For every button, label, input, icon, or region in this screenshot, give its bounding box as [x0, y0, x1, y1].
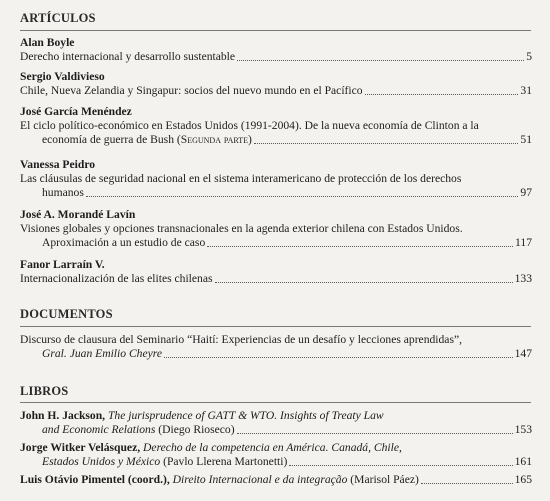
entry-title-line [20, 455, 532, 469]
leader-dots [237, 59, 524, 61]
entry-author: Vanessa Peidro [20, 158, 96, 171]
entry-page-number: 165 [514, 473, 532, 486]
entry-title-cont: and Economic Relations [42, 423, 156, 436]
entry-title-cont: economía de guerra de Bush [42, 133, 174, 146]
entry-title-line [20, 186, 532, 200]
entry-title-line [20, 473, 532, 487]
entry-title: Discurso de clausura del Seminario “Haití: Experiencias de un desafío y lecciones aprendidas”, [20, 333, 463, 346]
entry-title: Internacionalización de las elites chilenas [20, 272, 213, 285]
toc-entry [20, 409, 532, 437]
entry-title: El ciclo político-económico en Estados Unidos (1991-2004). De la nueva economía de Clinton a la [20, 119, 479, 132]
entry-title-suffix: (Segunda parte) [176, 133, 252, 146]
toc-entry [20, 473, 532, 487]
entry-page-number: 147 [514, 347, 532, 360]
entry-author: Jorge Witker Velásquez, [20, 441, 141, 454]
toc-entry [20, 208, 532, 250]
section-rule [20, 326, 531, 327]
entry-title: Visiones globales y opciones transnacionales en la agenda exterior chilena con Estados Unidos. [20, 222, 463, 235]
entry-author: Gral. Juan Emilio Cheyre [42, 347, 162, 360]
entry-page-number: 133 [514, 272, 532, 285]
leader-dots [86, 195, 519, 197]
toc-entry [20, 36, 532, 64]
entry-author: Luis Otávio Pimentel (coord.), [20, 473, 170, 486]
entry-title: Derecho internacional y desarrollo sustentable [20, 50, 236, 63]
entry-title-cont: humanos [42, 186, 84, 199]
toc-entry [20, 258, 532, 286]
entry-title: The jurisprudence of GATT & WTO. Insights of Treaty Law [107, 409, 384, 422]
section-rule [20, 30, 531, 31]
toc-entry [20, 441, 532, 469]
entry-page-number: 117 [515, 236, 532, 249]
leader-dots [215, 281, 513, 283]
entry-title-cont: Estados Unidos y México [42, 455, 161, 468]
entry-reviewer: (Marisol Páez) [350, 473, 419, 486]
entry-title-line [20, 84, 532, 98]
leader-dots [237, 432, 513, 434]
entry-page-number: 97 [520, 186, 532, 199]
entry-author: José García Menéndez [20, 105, 132, 118]
entry-page-number: 31 [520, 84, 532, 97]
entry-title: Direito Internacional e da integração [172, 473, 348, 486]
toc-entry [20, 158, 532, 200]
entry-author: John H. Jackson, [20, 409, 106, 422]
entry-author: José A. Morandé Lavín [20, 208, 136, 221]
entry-reviewer: (Diego Rioseco) [158, 423, 235, 436]
entry-author: Fanor Larraín V. [20, 258, 105, 271]
entry-title-line [20, 347, 532, 361]
leader-dots [207, 245, 513, 247]
entry-author: Sergio Valdivieso [20, 70, 105, 83]
entry-page-number: 5 [526, 50, 532, 63]
toc-entry [20, 333, 532, 361]
entry-title-line [20, 133, 532, 147]
entry-page-number: 51 [520, 133, 532, 146]
toc-entry [20, 105, 532, 147]
entry-title-line [20, 423, 532, 437]
leader-dots [421, 482, 513, 484]
entry-title-cont: Aproximación a un estudio de caso [42, 236, 206, 249]
leader-dots [254, 142, 519, 144]
entry-title: Chile, Nueva Zelandia y Singapur: socios del nuevo mundo en el Pacífico [20, 84, 363, 97]
section-title-documentos: DOCUMENTOS [20, 307, 113, 321]
entry-page-number: 161 [514, 455, 532, 468]
section-title-articulos: ARTÍCULOS [20, 11, 96, 25]
section-rule [20, 402, 531, 403]
section-title-libros: LIBROS [20, 384, 69, 398]
leader-dots [164, 356, 513, 358]
entry-title-line [20, 272, 532, 286]
entry-reviewer: (Pavlo Llerena Martonetti) [163, 455, 288, 468]
entry-title-line [20, 236, 532, 250]
entry-title: Derecho de la competencia en América. Canadá, Chile, [143, 441, 402, 454]
toc-entry [20, 70, 532, 98]
leader-dots [289, 464, 512, 466]
entry-page-number: 153 [514, 423, 532, 436]
leader-dots [365, 93, 519, 95]
entry-author: Alan Boyle [20, 36, 75, 49]
entry-title-line [20, 50, 532, 64]
entry-title: Las cláusulas de seguridad nacional en el sistema interamericano de protección de los derechos [20, 172, 462, 185]
